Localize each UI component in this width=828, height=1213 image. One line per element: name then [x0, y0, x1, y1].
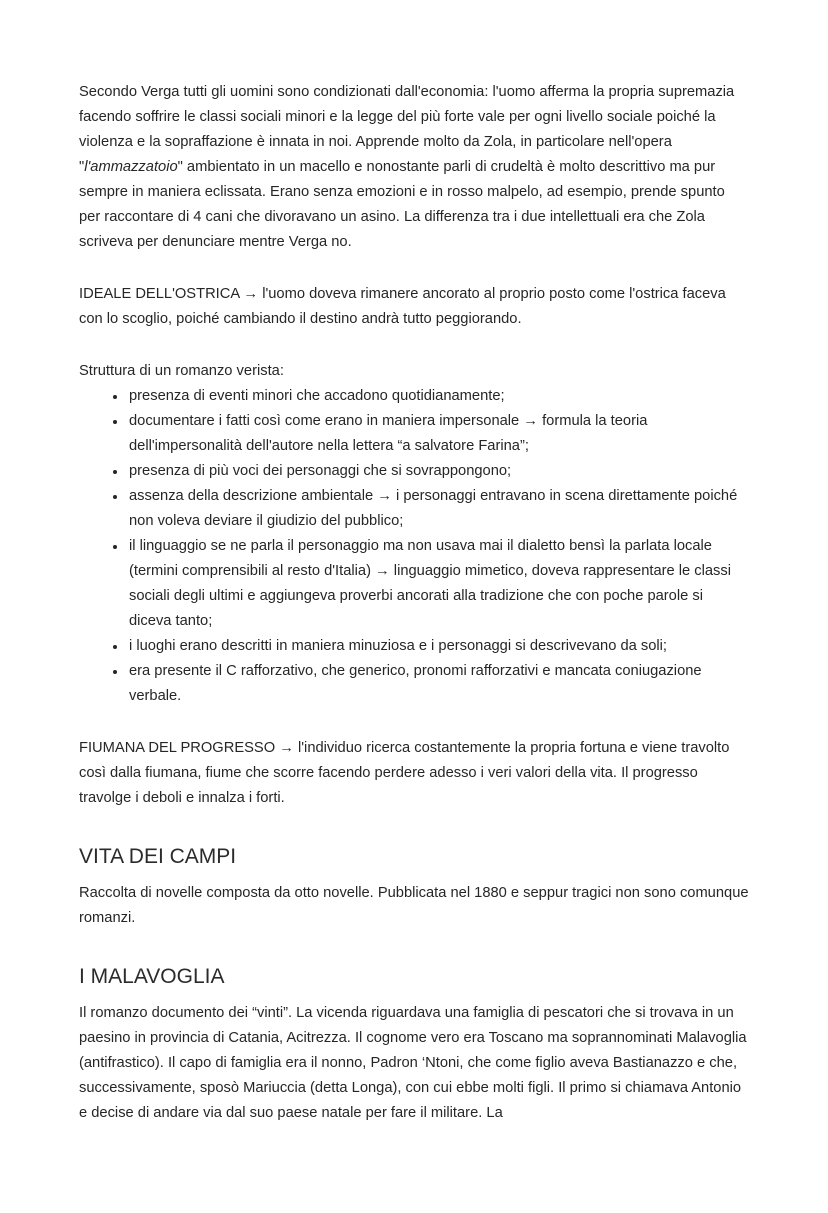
list-item-piu-voci: • presenza di più voci dei personaggi che si sovrappongono;: [127, 459, 749, 484]
heading-i-malavoglia: I MALAVOGLIA: [79, 965, 225, 988]
list-item-c-rafforzativo: • era presente il C rafforzativo, che generico, pronomi rafforzativi e mancata coniugazione verbale.: [127, 659, 749, 709]
list-item-eventi-minori: • presenza di eventi minori che accadono quotidianamente;: [127, 384, 749, 409]
list-intro-struttura-romanzo: Struttura di un romanzo verista:: [79, 363, 284, 379]
bullet-list-struttura: [79, 384, 749, 709]
italic-title-ammazzatoio: l'ammazzatoio: [84, 159, 178, 175]
paragraph-text-after: " ambientato in un macello e nonostante parli di crudeltà è molto descrittivo ma pur sempre in maniera eclissata. Erano senza emozioni e in rosso malpelo, ad esempio, prende spunto per raccontare di 4 cani che divoravano un asino. La differenza tra i due intellettuali era che Zola scriveva per denunciare mentre Verga no.: [79, 159, 725, 250]
paragraph-vita-dei-campi: Raccolta di novelle composta da otto novelle. Pubblicata nel 1880 e seppur tragici non sono comunque romanzi.: [79, 885, 749, 926]
list-item-luoghi: • i luoghi erano descritti in maniera minuziosa e i personaggi si descrivevano da soli;: [127, 634, 749, 659]
list-item-assenza-descrizione: • assenza della descrizione ambientale → i personaggi entravano in scena direttamente poiché non voleva deviare il giudizio del pubblico;: [127, 484, 749, 534]
paragraph-verga-economia: [79, 80, 749, 255]
list-item-linguaggio: • il linguaggio se ne parla il personaggio ma non usava mai il dialetto bensì la parlata locale (termini comprensibili al resto d'Italia) → linguaggio mimetico, doveva rappresentare le classi sociali degli ultimi e aggiungeva proverbi ancorati alla tradizione che con poche parole si diceva tanto;: [127, 534, 749, 634]
heading-vita-dei-campi: VITA DEI CAMPI: [79, 845, 237, 868]
paragraph-ideale-ostrica: IDEALE DELL'OSTRICA → l'uomo doveva rimanere ancorato al proprio posto come l'ostrica faceva con lo scoglio, poiché cambiando il destino andrà tutto peggiorando.: [79, 286, 726, 327]
paragraph-i-malavoglia: Il romanzo documento dei “vinti”. La vicenda riguardava una famiglia di pescatori che si trovava in un paesino in provincia di Catania, Acitrezza. Il cognome vero era Toscano ma soprannominati Malavoglia (antifrastico). Il capo di famiglia era il nonno, Padron ‘Ntoni, che come figlio aveva Bastianazzo e che, successivamente, sposò Mariuccia (detta Longa), con cui ebbe molti figli. Il primo si chiamava Antonio e decise di andare via dal suo paese natale per fare il militare. La: [79, 1005, 747, 1121]
paragraph-text-before: Secondo Verga tutti gli uomini sono condizionati dall'economia: l'uomo afferma la propria supremazia facendo soffrire le classi sociali minori e la legge del più forte vale per ogni livello sociale poiché la violenza e la sopraffazione è innata in noi. Apprende molto da Zola, in particolare nell'opera ": [79, 84, 735, 175]
paragraph-fiumana-progresso: FIUMANA DEL PROGRESSO → l'individuo ricerca costantemente la propria fortuna e viene travolto così dalla fiumana, fiume che scorre facendo perdere adesso i veri valori della vita. Il progresso travolge i deboli e innalza i forti.: [79, 740, 730, 806]
list-item-impersonalita: • documentare i fatti così come erano in maniera impersonale → formula la teoria dell'impersonalità dell'autore nella lettera “a salvatore Farina”;: [127, 409, 749, 459]
